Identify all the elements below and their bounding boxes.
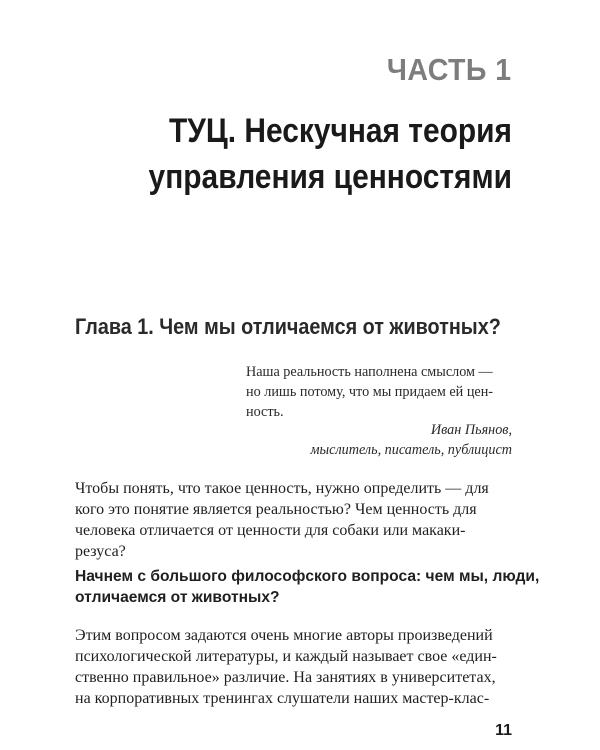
- epigraph-author-role: мыслитель, писатель, публицист: [310, 442, 512, 458]
- part-title: [149, 108, 512, 200]
- chapter-title: Глава 1. Чем мы отличаемся от животных?: [75, 314, 501, 339]
- paragraph-line: психологической литературы, и каждый называет свое «един-: [75, 648, 497, 665]
- part-title-line: управления ценностями: [148, 158, 512, 196]
- subheading-line: отличаемся от животных?: [75, 589, 280, 606]
- paragraph-line: Этим вопросом задаются очень многие авторы произведений: [75, 627, 493, 644]
- part-title-line: ТУЦ. Нескучная теория: [168, 112, 512, 150]
- section-subheading: [75, 566, 539, 608]
- epigraph-line: но лишь потому, что мы придаем ей цен-: [246, 384, 494, 400]
- epigraph-line: ность.: [246, 404, 284, 420]
- epigraph-attribution: [311, 420, 513, 460]
- paragraph-line: Чтобы понять, что такое ценность, нужно определить — для: [75, 480, 489, 497]
- part-label: ЧАСТЬ 1: [387, 52, 512, 87]
- epigraph-line: Наша реальность наполнена смыслом —: [246, 364, 493, 380]
- epigraph-quote: [246, 362, 522, 422]
- paragraph-line: ственно правильное» различие. На занятиях в университетах,: [75, 669, 496, 686]
- paragraph-intro: [75, 478, 489, 562]
- paragraph-line: кого это понятие является реальностью? Чем ценность для: [75, 501, 477, 518]
- paragraph-line: резуса?: [75, 543, 126, 560]
- page-number: 11: [495, 722, 512, 739]
- paragraph-line: на корпоративных тренингах слушатели наших мастер-клас-: [75, 690, 490, 707]
- paragraph-line: человека отличается от ценности для собаки или макаки-: [75, 522, 466, 539]
- epigraph-author-name: Иван Пьянов,: [430, 422, 512, 438]
- subheading-line: Начнем с большого философского вопроса: чем мы, люди,: [75, 568, 540, 585]
- paragraph-body: [75, 625, 497, 709]
